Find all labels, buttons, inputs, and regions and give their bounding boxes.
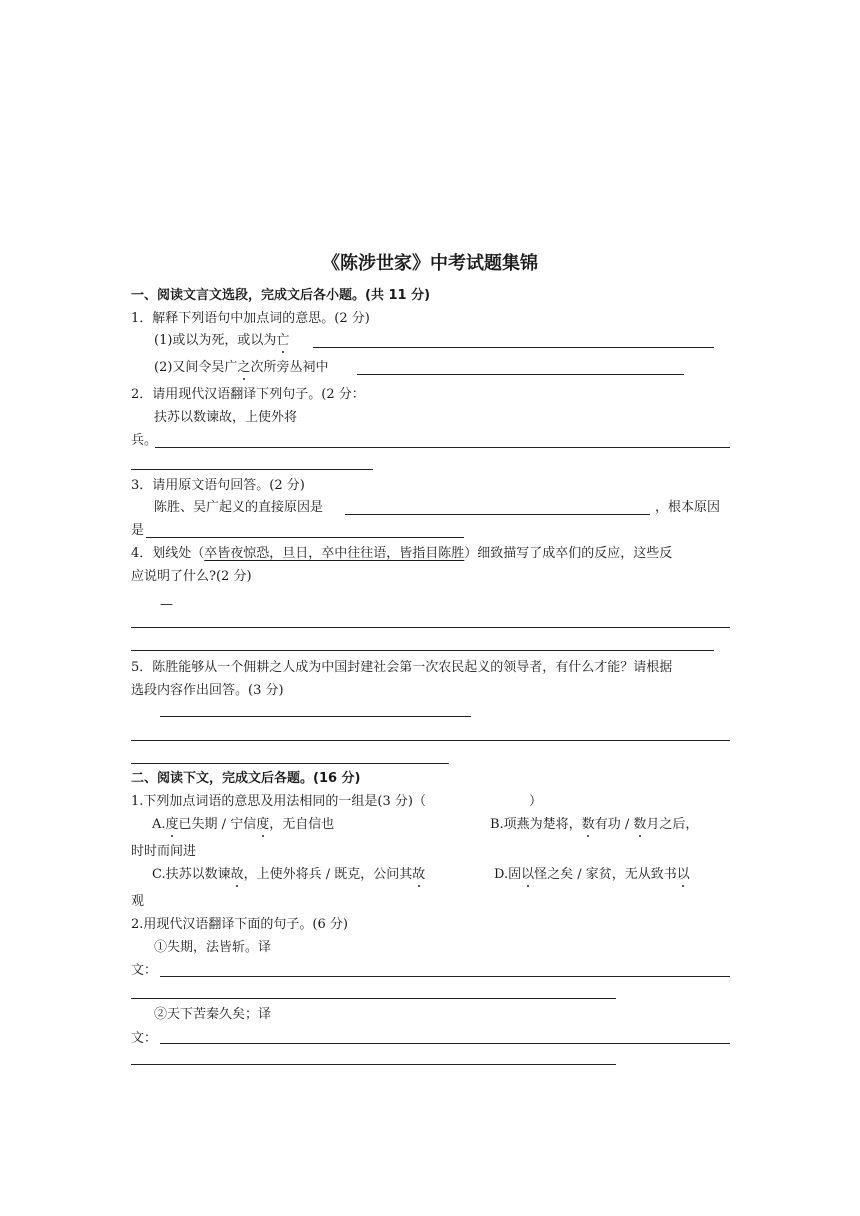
answer-line[interactable] <box>131 998 616 999</box>
answer-line[interactable] <box>131 740 730 741</box>
underlined-passage: 卒皆夜惊恐，旦日，卒中往往语，皆指目陈胜 <box>204 546 465 561</box>
dotted-word: 故 <box>230 867 244 882</box>
answer-line[interactable] <box>146 537 464 538</box>
q4-line1 <box>131 545 672 563</box>
dotted-word: 亡 <box>276 333 290 348</box>
q3-stem: 3．请用原文语句回答。(2 分) <box>131 478 305 493</box>
option-a-label: A. <box>152 817 166 832</box>
option-d-label: D.固 <box>494 867 522 882</box>
option-c-label: C.扶苏以数谏 <box>152 867 231 882</box>
option-c <box>152 866 425 884</box>
q4-suffix: ）细致描写了成卒们的反应，这些反 <box>464 546 673 561</box>
option-a-text-end: ，无自信也 <box>269 817 335 832</box>
answer-line[interactable] <box>160 716 471 717</box>
q2-sentence: 扶苏以数谏故，上使外将 <box>154 410 298 425</box>
option-d <box>494 866 690 884</box>
dotted-word: 故 <box>412 867 426 882</box>
q5-line2: 选段内容作出回答。(3 分) <box>131 683 284 698</box>
option-d-cont: 观 <box>131 894 145 909</box>
q1-item1-text: (1)或以为死，或以为 <box>154 333 277 348</box>
option-b-label: B.项燕为楚将， <box>490 817 582 832</box>
q1-item2 <box>154 359 328 377</box>
q2-stem: 2．请用现代汉语翻译下列句子。(2 分： <box>131 387 365 402</box>
answer-line[interactable] <box>313 347 714 348</box>
option-b <box>490 816 698 834</box>
s2-q1-stem: 1.下列加点词语的意思及用法相同的一组是(3 分)（ <box>131 794 426 809</box>
answer-line[interactable] <box>160 1043 730 1044</box>
dotted-word: 之 <box>237 360 251 375</box>
answer-line[interactable] <box>131 469 373 470</box>
section2-heading: 二、阅读下文，完成文后各题。(16 分) <box>131 771 361 786</box>
s2-q2-sentence1: ①失期，法皆斩。译 <box>154 940 272 955</box>
option-a-text: 已失期 / 宁信 <box>178 817 257 832</box>
q3-line1-prefix: 陈胜、吴广起义的直接原因是 <box>154 500 324 515</box>
q4-line2: 应说明了什么?(2 分) <box>131 569 252 584</box>
q1-stem: 1．解释下列语句中加点词的意思。(2 分) <box>131 311 370 326</box>
q4-dash: — <box>160 597 173 612</box>
q2-cont: 兵。 <box>131 433 158 448</box>
answer-line[interactable] <box>131 763 449 764</box>
q5-line1: 5．陈胜能够从一个佣耕之人成为中国封建社会第一次农民起义的领导者，有什么才能？请根据 <box>131 660 673 675</box>
s2-q1-stem-close: ） <box>529 794 543 809</box>
dotted-word: 以 <box>676 867 690 882</box>
q3-line1-suffix: ，根本原因 <box>655 500 721 515</box>
answer-line[interactable] <box>131 627 730 628</box>
s2-q2-label1: 文： <box>131 963 158 978</box>
page-title: 《陈涉世家》中考试题集锦 <box>322 253 538 274</box>
dotted-word: 度 <box>256 817 270 832</box>
answer-line[interactable] <box>160 976 730 977</box>
answer-line[interactable] <box>345 514 650 515</box>
option-b-text: 有功 / <box>594 817 634 832</box>
dotted-word: 以 <box>521 867 535 882</box>
s2-q2-sentence2: ②天下苦秦久矣；译 <box>154 1007 272 1022</box>
q1-item2-text-end: 次所旁丛祠中 <box>250 360 329 375</box>
dotted-word: 数 <box>581 817 595 832</box>
q4-prefix: 4．划线处（ <box>131 546 205 561</box>
option-a <box>152 816 334 834</box>
q1-item1 <box>154 332 289 350</box>
s2-q2-stem: 2.用现代汉语翻译下面的句子。(6 分) <box>131 917 348 932</box>
answer-line[interactable] <box>357 374 684 375</box>
option-d-text: 怪之矣 / 家贫，无从致书 <box>534 867 677 882</box>
answer-line[interactable] <box>131 650 714 651</box>
dotted-word: 数 <box>633 817 647 832</box>
q1-item2-text: (2)又间令吴广 <box>154 360 238 375</box>
answer-line[interactable] <box>155 447 730 448</box>
option-b-text-end: 月之后， <box>646 817 699 832</box>
dotted-word: 度 <box>165 817 179 832</box>
section1-heading: 一、阅读文言文选段，完成文后各小题。(共 11 分) <box>131 288 431 303</box>
option-b-cont: 时时而间进 <box>131 844 197 859</box>
answer-line[interactable] <box>131 1064 616 1065</box>
q3-line2-prefix: 是 <box>131 523 145 538</box>
option-c-text: ，上使外将兵 / 既克，公问其 <box>243 867 413 882</box>
s2-q2-label2: 文： <box>131 1031 158 1046</box>
